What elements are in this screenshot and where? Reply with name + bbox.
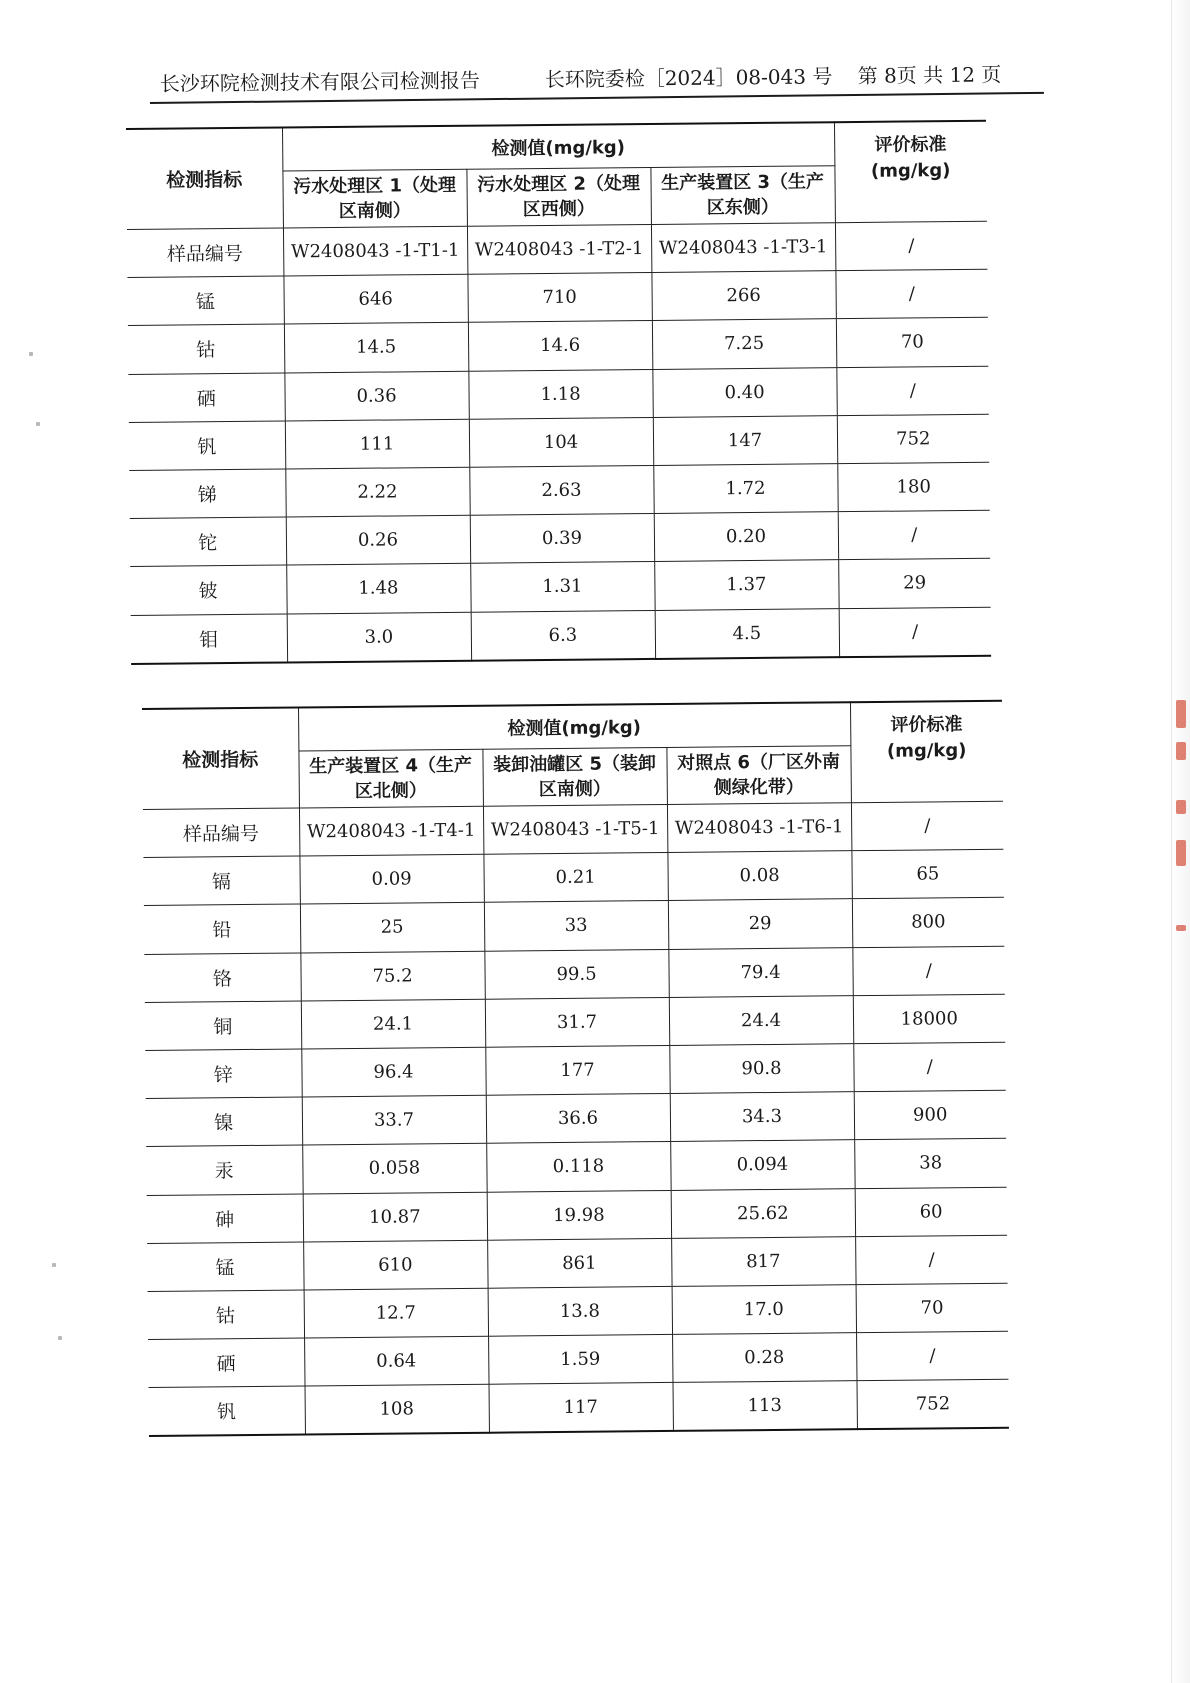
measured-value: 0.64: [304, 1336, 488, 1386]
measured-value: 177: [485, 1045, 669, 1095]
measured-value: 79.4: [668, 947, 852, 997]
table-row: [129, 414, 989, 470]
measured-value: 10.87: [303, 1192, 487, 1242]
measured-value: 12.7: [304, 1288, 488, 1338]
table-row: [131, 607, 991, 664]
site-header: 污水处理区 2（处理区西侧）: [466, 167, 651, 226]
indicator-name: 镍: [146, 1097, 302, 1147]
table-row: [145, 1042, 1005, 1098]
measured-value: 710: [467, 273, 651, 323]
indicator-name: 锰: [127, 276, 283, 326]
table-row: [128, 318, 988, 374]
table-2-body: [142, 701, 1009, 1437]
stamp-mark: [1176, 700, 1186, 728]
table-row: [143, 849, 1003, 905]
scan-speck: [52, 1263, 56, 1267]
site-header: 对照点 6（厂区外南侧绿化带）: [666, 746, 851, 805]
measured-value: 33: [484, 901, 668, 951]
measured-value: W2408043 -1-T4-1: [299, 806, 483, 856]
table-row: [149, 1379, 1009, 1436]
indicator-name: 铊: [130, 517, 286, 567]
header-row: [142, 701, 1002, 753]
results-table-1-wrapper: [126, 120, 991, 665]
measured-value: 0.26: [286, 515, 470, 565]
measured-value: 25: [300, 903, 484, 953]
table-row: [143, 801, 1003, 857]
indicator-name: 钒: [129, 421, 285, 471]
table-row: [144, 946, 1004, 1002]
standard-value: 180: [837, 462, 989, 512]
indicator-name: 样品编号: [127, 228, 283, 278]
measured-value: 14.6: [468, 321, 652, 371]
table-row: [146, 1090, 1006, 1146]
report-number: 长环院委检［2024］08-043 号: [544, 64, 833, 92]
standard-value: 70: [836, 318, 988, 368]
measured-value: 25.62: [671, 1188, 855, 1238]
company-title: 长沙环院检测技术有限公司检测报告: [159, 68, 480, 96]
indicator-name: 锰: [147, 1242, 303, 1292]
measured-value: 0.28: [672, 1333, 856, 1383]
standard-header: 评价标准 (mg/kg): [834, 121, 987, 223]
stamp-mark: [1176, 800, 1186, 814]
measured-value: 3.0: [287, 612, 471, 662]
measured-value: 0.39: [470, 514, 654, 564]
indicator-name: 铬: [144, 953, 300, 1003]
standard-value: 60: [855, 1187, 1007, 1237]
measured-value: 266: [651, 271, 835, 321]
standard-value: /: [839, 607, 991, 657]
table-row: [147, 1187, 1007, 1243]
standard-value: /: [856, 1331, 1008, 1381]
page-number: 第 8页 共 12 页: [857, 62, 1002, 88]
measured-value: 1.31: [470, 562, 654, 612]
standard-value: 38: [854, 1139, 1006, 1189]
measured-value: 14.5: [284, 323, 468, 373]
indicator-name: 钼: [131, 613, 287, 663]
measured-value: 6.3: [471, 610, 655, 660]
results-table-2: [142, 700, 1009, 1438]
measured-value: 1.18: [468, 369, 652, 419]
measured-value: 0.36: [284, 371, 468, 421]
indicator-header: 检测指标: [142, 708, 299, 810]
header-row: [126, 121, 986, 173]
measured-value: 0.21: [483, 853, 667, 903]
site-header: 生产装置区 4（生产区北侧）: [298, 749, 483, 808]
measured-value: 31.7: [485, 997, 669, 1047]
standard-value: /: [853, 1042, 1005, 1092]
stamp-mark: [1176, 840, 1186, 866]
measured-value: 0.118: [486, 1142, 670, 1192]
stamp-mark: [1176, 925, 1186, 931]
measured-value: 29: [668, 899, 852, 949]
indicator-name: 铍: [130, 565, 286, 615]
measured-value: 610: [303, 1240, 487, 1290]
standard-value: /: [851, 801, 1003, 851]
scan-speck: [36, 422, 40, 426]
results-table-1: [126, 120, 991, 665]
measured-value: W2408043 -1-T1-1: [283, 226, 467, 276]
standard-value: 29: [838, 559, 990, 609]
standard-value: 65: [851, 849, 1003, 899]
measured-value: 24.4: [669, 995, 853, 1045]
table-row: [130, 559, 990, 615]
indicator-header: 检测指标: [126, 128, 283, 230]
measured-value: 0.058: [302, 1144, 486, 1194]
values-header: 检测值(mg/kg): [298, 702, 850, 751]
standard-value: 800: [852, 898, 1004, 948]
indicator-name: 铜: [145, 1001, 301, 1051]
indicator-name: 汞: [146, 1145, 302, 1195]
table-1-body: [126, 121, 991, 664]
measured-value: 108: [305, 1384, 489, 1434]
measured-value: 0.094: [670, 1140, 854, 1190]
indicator-name: 锌: [145, 1049, 301, 1099]
measured-value: 104: [469, 417, 653, 467]
measured-value: W2408043 -1-T5-1: [483, 804, 667, 854]
site-header: 装卸油罐区 5（装卸区南侧）: [482, 747, 667, 806]
measured-value: 117: [489, 1383, 673, 1433]
measured-value: 861: [487, 1238, 671, 1288]
measured-value: W2408043 -1-T3-1: [651, 223, 835, 273]
measured-value: 0.08: [667, 851, 851, 901]
measured-value: 19.98: [487, 1190, 671, 1240]
measured-value: 1.48: [286, 564, 470, 614]
measured-value: 817: [671, 1236, 855, 1286]
measured-value: 113: [673, 1381, 857, 1431]
measured-value: 96.4: [301, 1047, 485, 1097]
indicator-name: 钴: [128, 324, 284, 374]
measured-value: 0.09: [299, 854, 483, 904]
table-row: [144, 898, 1004, 954]
standard-header: 评价标准 (mg/kg): [850, 701, 1003, 803]
measured-value: 111: [285, 419, 469, 469]
site-header: 污水处理区 1（处理区南侧）: [282, 169, 467, 228]
measured-value: 17.0: [672, 1285, 856, 1335]
measured-value: W2408043 -1-T6-1: [667, 803, 851, 853]
measured-value: 90.8: [669, 1044, 853, 1094]
measured-value: 646: [283, 274, 467, 324]
measured-value: 99.5: [484, 949, 668, 999]
standard-value: /: [855, 1235, 1007, 1285]
standard-value: 900: [854, 1090, 1006, 1140]
standard-value: 18000: [853, 994, 1005, 1044]
indicator-name: 砷: [147, 1193, 303, 1243]
standard-value: /: [836, 366, 988, 416]
measured-value: 24.1: [301, 999, 485, 1049]
indicator-name: 镉: [143, 856, 299, 906]
measured-value: 2.22: [285, 467, 469, 517]
measured-value: 36.6: [486, 1094, 670, 1144]
results-table-2-wrapper: [142, 700, 1009, 1438]
indicator-name: 锑: [129, 469, 285, 519]
page-header: [150, 54, 1044, 104]
measured-value: 1.59: [488, 1335, 672, 1385]
table-row: [148, 1283, 1008, 1339]
measured-value: 2.63: [469, 465, 653, 515]
measured-value: 1.37: [654, 560, 838, 610]
table-row: [128, 366, 988, 422]
standard-value: 752: [856, 1379, 1008, 1429]
indicator-name: 铅: [144, 904, 300, 954]
values-header: 检测值(mg/kg): [282, 122, 834, 171]
indicator-name: 样品编号: [143, 808, 299, 858]
measured-value: 33.7: [302, 1095, 486, 1145]
scan-speck: [58, 1336, 62, 1340]
indicator-name: 硒: [128, 373, 284, 423]
indicator-name: 钒: [149, 1386, 305, 1436]
indicator-name: 钴: [148, 1290, 304, 1340]
standard-value: /: [835, 269, 987, 319]
measured-value: 34.3: [670, 1092, 854, 1142]
stamp-mark: [1176, 742, 1186, 760]
measured-value: 0.40: [652, 367, 836, 417]
table-row: [127, 269, 987, 325]
standard-value: /: [852, 946, 1004, 996]
table-row: [145, 994, 1005, 1050]
table-row: [148, 1331, 1008, 1387]
table-row: [127, 221, 987, 277]
measured-value: 147: [653, 415, 837, 465]
table-row: [146, 1139, 1006, 1195]
standard-value: 70: [856, 1283, 1008, 1333]
measured-value: 13.8: [488, 1286, 672, 1336]
measured-value: 75.2: [300, 951, 484, 1001]
measured-value: 1.72: [653, 464, 837, 514]
standard-value: 752: [837, 414, 989, 464]
table-row: [129, 462, 989, 518]
indicator-name: 硒: [148, 1338, 304, 1388]
standard-value: /: [835, 221, 987, 271]
measured-value: W2408043 -1-T2-1: [467, 224, 651, 274]
measured-value: 4.5: [655, 608, 839, 658]
table-row: [130, 510, 990, 566]
table-row: [147, 1235, 1007, 1291]
standard-value: /: [838, 510, 990, 560]
measured-value: 0.20: [654, 512, 838, 562]
scan-speck: [29, 352, 33, 356]
site-header: 生产装置区 3（生产区东侧）: [650, 166, 835, 225]
measured-value: 7.25: [652, 319, 836, 369]
